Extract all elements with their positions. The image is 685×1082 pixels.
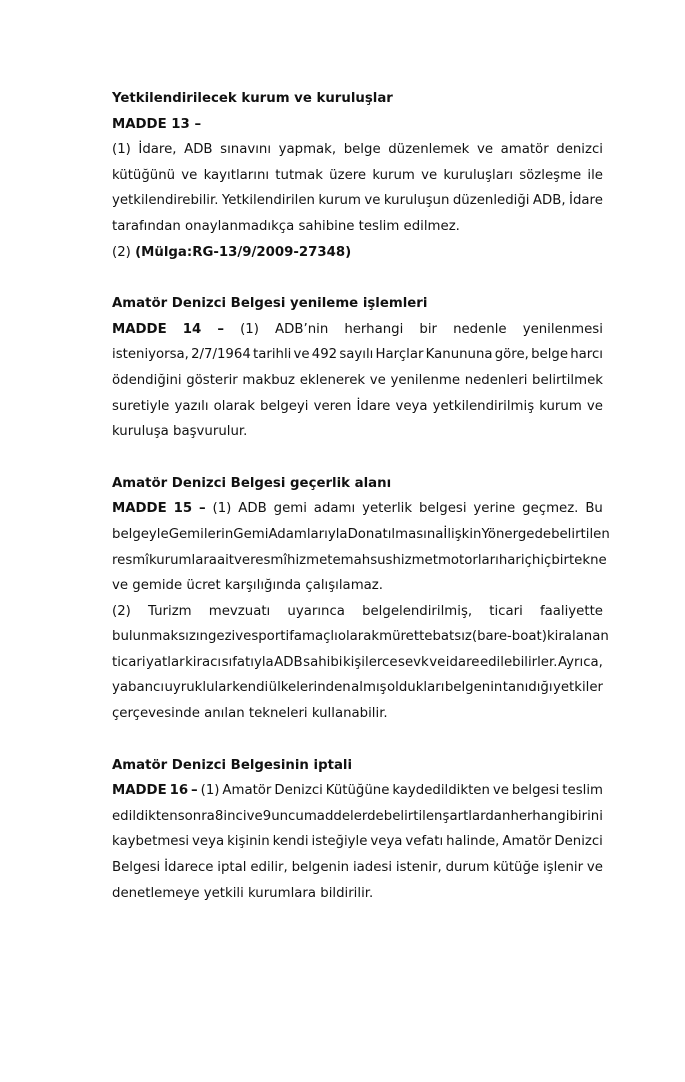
document-content	[112, 86, 610, 906]
paragraph-line: denetlemeye yetkili kurumlara bildirilir.	[112, 885, 374, 901]
paragraph-line: ödendiğini gösterir makbuz eklenerek ve yenilenme nedenleri belirtilmek	[112, 372, 603, 388]
repeal-reference: (Mülga:RG-13/9/2009-27348)	[135, 244, 352, 260]
paragraph-line: suretiyle yazılı olarak belgeyi veren İdare veya yetkilendirilmiş kurum ve	[112, 398, 603, 414]
paragraph-line: (2) Turizm mevzuatı uyarınca belgelendirilmiş, ticari faaliyette	[112, 603, 603, 619]
section-heading: Amatör Denizci Belgesi yenileme işlemleri	[112, 296, 428, 312]
section-heading: Amatör Denizci Belgesi geçerlik alanı	[112, 475, 392, 491]
paragraph-line: ticari yatlar kiracı sıfatıyla ADB sahibi kişilerce sevk ve idare edilebilirler. Ayrıca,	[112, 654, 603, 670]
paragraph-line: Belgesi İdarece iptal edilir, belgenin iadesi istenir, durum kütüğe işlenir ve	[112, 860, 603, 876]
paragraph-line: MADDE 15 – (1) ADB gemi adamı yeterlik belgesi yerine geçmez. Bu	[112, 501, 603, 517]
article-number: MADDE 13 –	[112, 116, 202, 132]
paragraph-line: isteniyorsa, 2/7/1964 tarihli ve 492 sayılı Harçlar Kanununa göre, belge harcı	[112, 347, 603, 363]
section-heading: Yetkilendirilecek kurum ve kuruluşlar	[112, 91, 393, 106]
paragraph-line: yetkilendirebilir. Yetkilendirilen kurum ve kuruluşun düzenlediği ADB, İdare	[112, 193, 603, 209]
paragraph-line: edildikten sonra 8 inci ve 9 uncu maddelerde belirtilen şartlardan herhangi birini	[112, 808, 603, 824]
paragraph-line: resmî kurumlara ait ve resmî hizmete mahsus hizmet motorları hariç hiçbir tekne	[112, 552, 607, 568]
paragraph-line: yabancı uyruklular kendi ülkelerinden almış oldukları belgenin tanıdığı yetkiler	[112, 680, 603, 696]
paragraph-line: (1) İdare, ADB sınavını yapmak, belge düzenlemek ve amatör denizci	[112, 142, 603, 158]
paragraph-line: bulunmaksızın gezi ve sportif amaçlı olarak mürettebatsız (bare-boat) kiralanan	[112, 629, 609, 645]
repealed-clause: (2) (Mülga:RG-13/9/2009-27348)	[112, 244, 352, 260]
paragraph-line: MADDE 14 – (1) ADB’nin herhangi bir nedenle yenilenmesi	[112, 321, 603, 337]
paragraph-line: belgeyle Gemilerin Gemi Adamlarıyla Donatılmasına İlişkin Yönergede belirtilen	[112, 526, 610, 542]
paragraph-line: kütüğünü ve kayıtlarını tutmak üzere kurum ve kuruluşları sözleşme ile	[112, 167, 603, 183]
paragraph-line: kaybetmesi veya kişinin kendi isteğiyle veya vefatı halinde, Amatör Denizci	[112, 834, 603, 850]
paragraph-line: ve gemide ücret karşılığında çalışılamaz.	[112, 578, 384, 594]
paragraph-line: MADDE 16 – (1) Amatör Denizci Kütüğüne kaydedildikten ve belgesi teslim	[112, 783, 603, 799]
paragraph-line: çerçevesinde anılan tekneleri kullanabilir.	[112, 706, 388, 722]
paragraph-line: kuruluşa başvurulur.	[112, 424, 248, 440]
paragraph-line: tarafından onaylanmadıkça sahibine teslim edilmez.	[112, 218, 460, 234]
section-heading: Amatör Denizci Belgesinin iptali	[112, 757, 353, 773]
